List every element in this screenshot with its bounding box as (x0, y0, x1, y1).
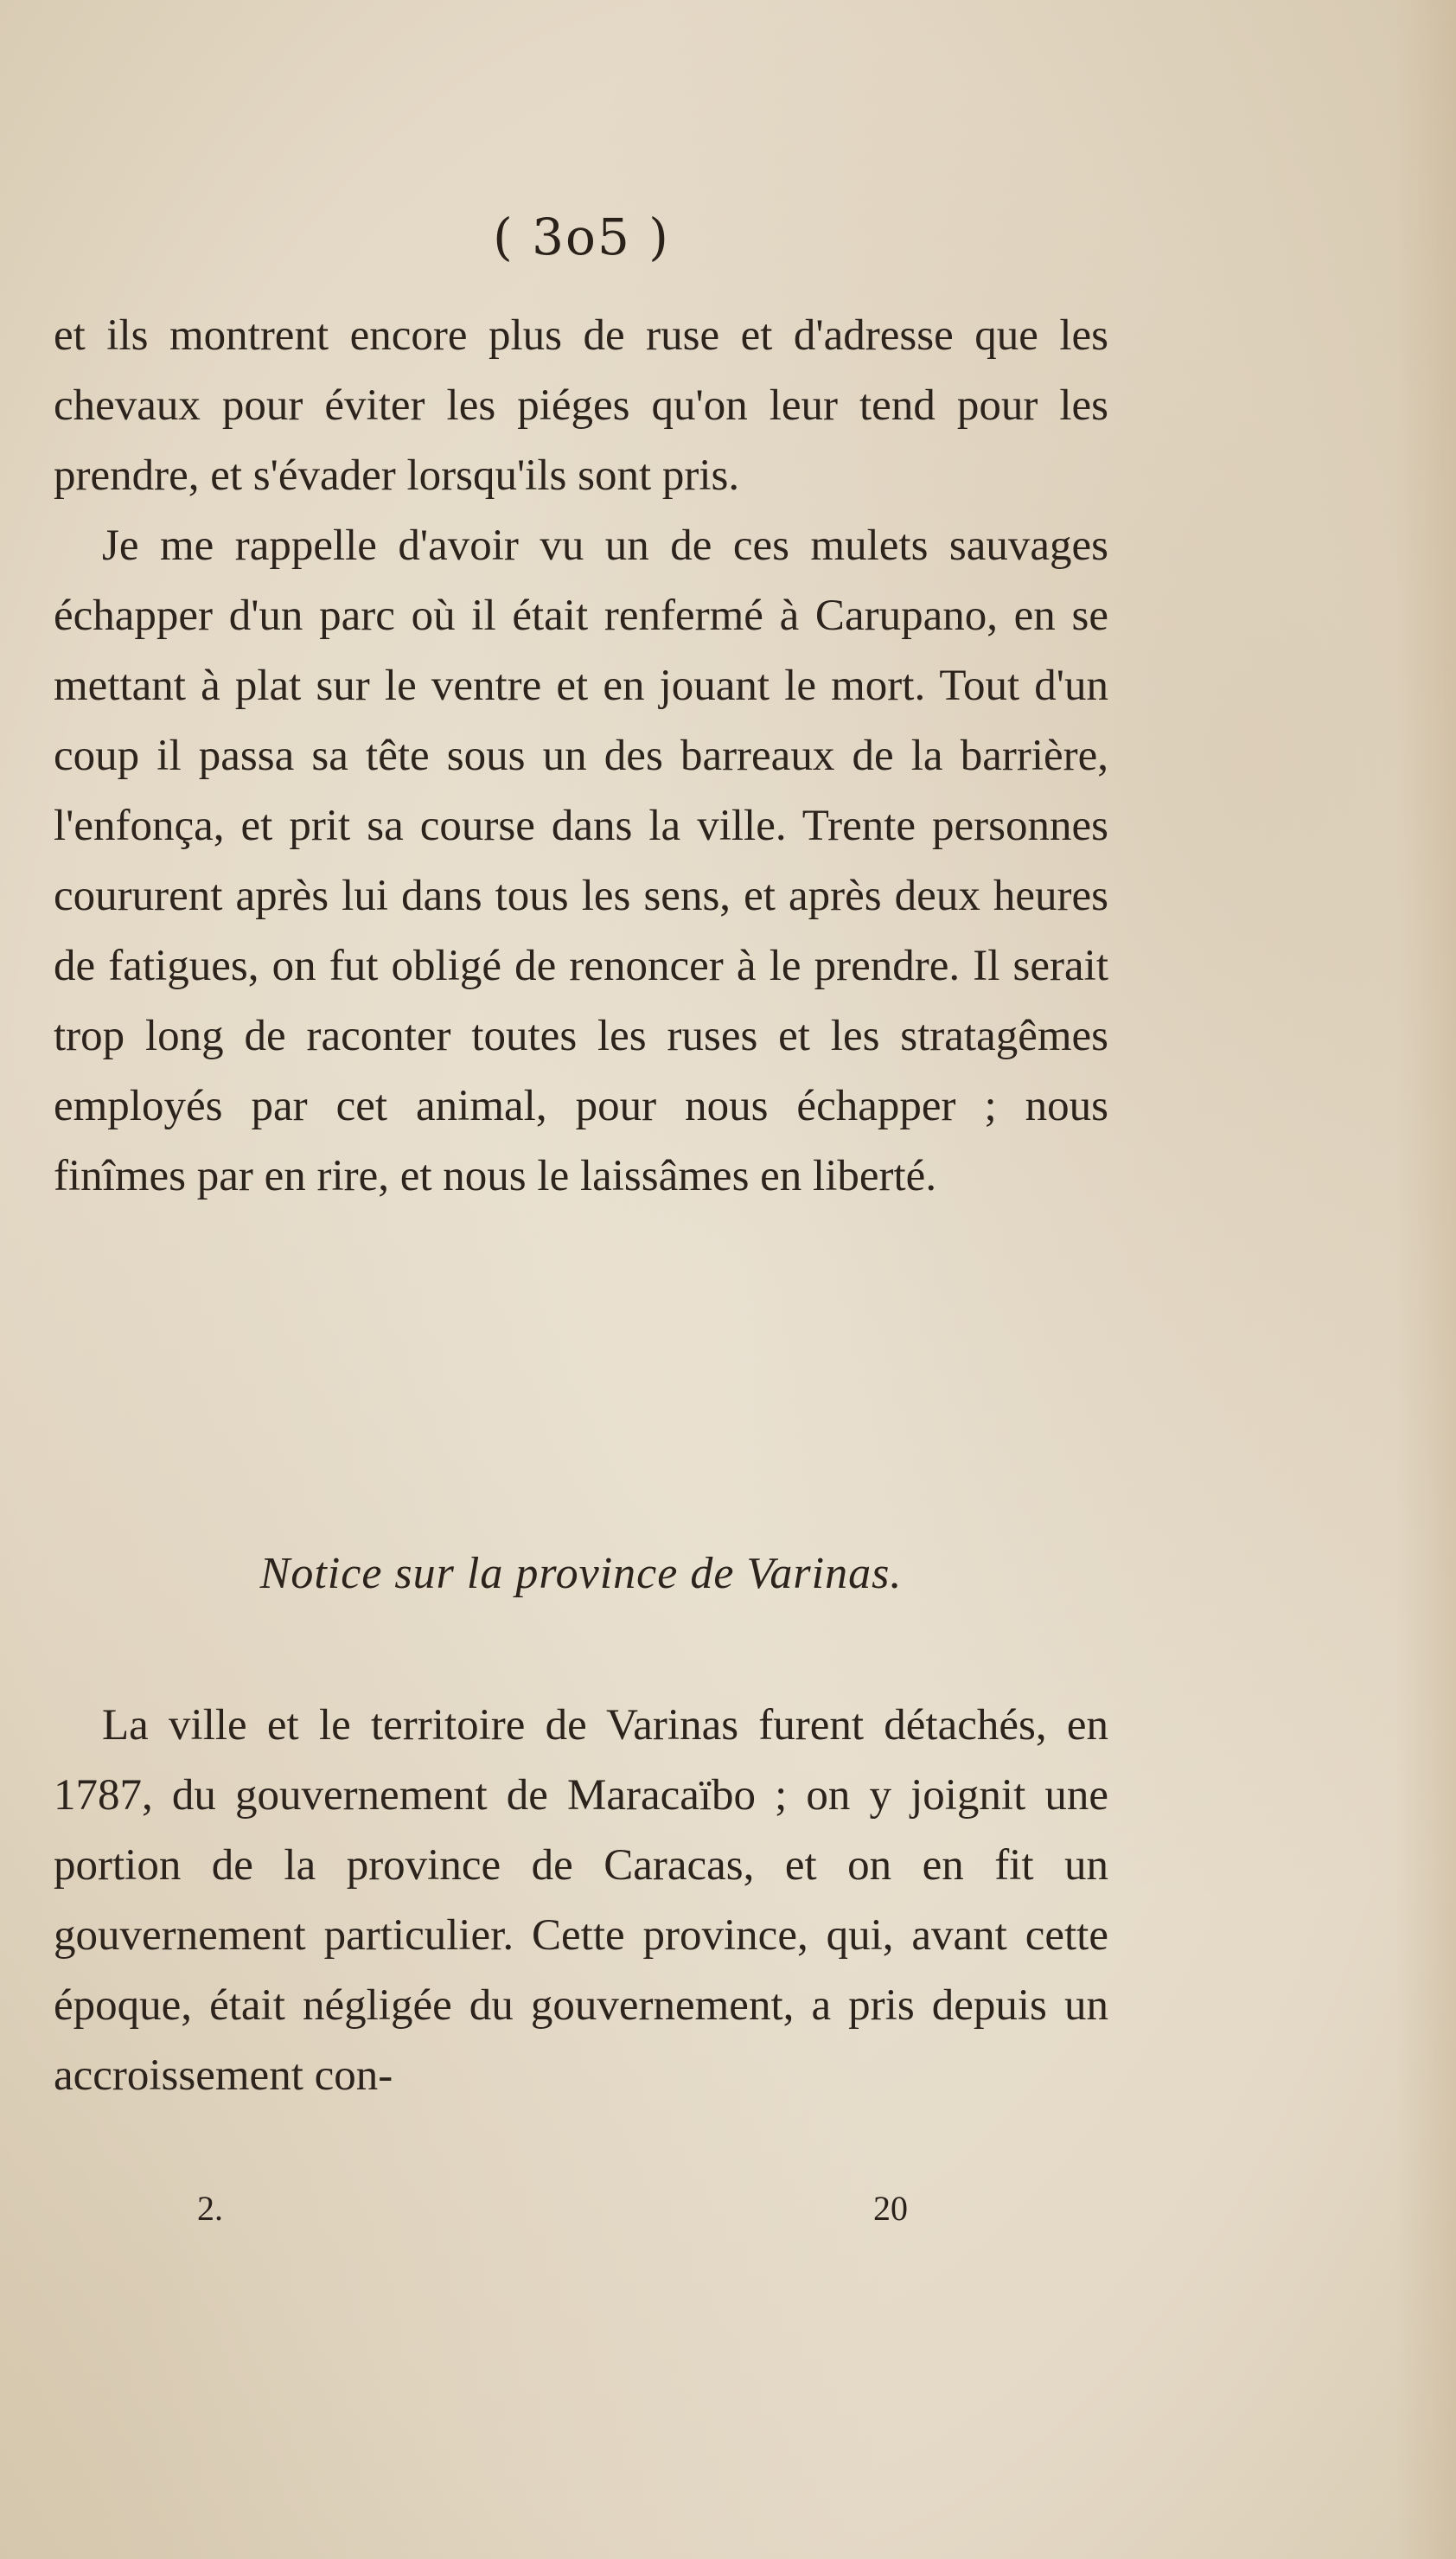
paragraph-varinas: La ville et le territoire de Varinas furent détachés, en 1787, du gouvernement de Maracaïbo ; on y joignit une portion de la province de Caracas, et on en fit un gouvernement particulier. Cette province, qui, avant cette époque, était négligée du gouvernement, a pris depuis un accroissement con- (54, 1701, 1108, 2100)
page-header-number: ( 3o5 ) (493, 208, 670, 266)
text-block-top (54, 301, 1108, 1212)
footer-gathering-number: 20 (873, 2189, 908, 2228)
paragraph-continuation: et ils montrent encore plus de ruse et d'adresse que les chevaux pour éviter les piéges qu'on leur tend pour les prendre, et s'évader lorsqu'ils sont pris. (54, 311, 1108, 500)
page-edge-shadow (1395, 0, 1456, 2559)
text-block-bottom (54, 1691, 1108, 2111)
paragraph-anecdote: Je me rappelle d'avoir vu un de ces mulets sauvages échapper d'un parc où il était renfermé à Carupano, en se mettant à plat sur le ventre et en jouant le mort. Tout d'un coup il passa sa tête sous un des barreaux de la barrière, l'enfonça, et prit sa course dans la ville. Trente personnes coururent après lui dans tous les sens, et après deux heures de fatigues, on fut obligé de renoncer à le prendre. Il serait trop long de raconter toutes les ruses et les stratagêmes employés par cet animal, pour nous échapper ; nous finîmes par en rire, et nous le laissâmes en liberté. (54, 521, 1108, 1200)
section-heading: Notice sur la province de Varinas. (259, 1549, 903, 1598)
footer-signature-mark: 2. (197, 2189, 223, 2228)
